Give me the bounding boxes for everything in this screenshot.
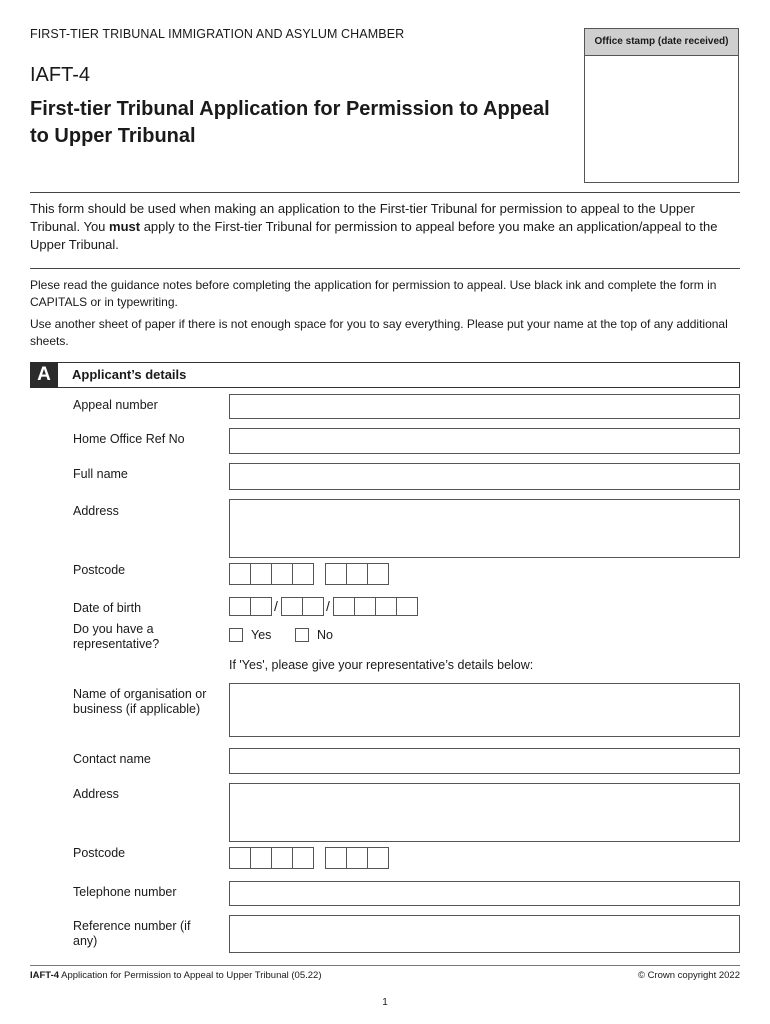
dob-cells[interactable] bbox=[229, 597, 417, 616]
postcode-cell[interactable] bbox=[367, 563, 389, 585]
dob-year-cell[interactable] bbox=[354, 597, 376, 616]
postcode-cell[interactable] bbox=[367, 847, 389, 869]
divider bbox=[30, 192, 740, 193]
reference-label: Reference number (if any) bbox=[73, 919, 191, 948]
representative-yes-checkbox[interactable] bbox=[229, 628, 243, 642]
rep-address-label: Address bbox=[73, 787, 119, 801]
intro-paragraph: This form should be used when making an application to the First-tier Tribunal for permission to appeal to the Upper Tribunal. You must apply to the First-tier Tribunal for permission to appeal before you make an application/appeal to the Upper Tribunal. bbox=[30, 201, 718, 252]
telephone-label: Telephone number bbox=[73, 885, 177, 899]
reference-input[interactable] bbox=[229, 915, 740, 953]
extra-sheet-paragraph: Use another sheet of paper if there is not enough space for you to say everything. Please put your name at the top of any additional sheets. bbox=[30, 317, 728, 348]
appeal-number-input[interactable] bbox=[229, 394, 740, 419]
copyright: © Crown copyright 2022 bbox=[637, 970, 740, 981]
full-name-input[interactable] bbox=[229, 463, 740, 490]
home-office-ref-input[interactable] bbox=[229, 428, 740, 454]
representative-question: Do you have a representative? bbox=[73, 622, 160, 651]
postcode-cell[interactable] bbox=[271, 847, 293, 869]
contact-name-label: Contact name bbox=[73, 752, 151, 766]
footer-form-desc: IAFT-4 Application for Permission to Appeal to Upper Tribunal (05.22) bbox=[30, 970, 322, 981]
section-title: Applicant’s details bbox=[72, 367, 187, 382]
dob-day-cell[interactable] bbox=[250, 597, 272, 616]
dob-day-cell[interactable] bbox=[229, 597, 251, 616]
org-name-input[interactable] bbox=[229, 683, 740, 737]
representative-no-checkbox[interactable] bbox=[295, 628, 309, 642]
divider bbox=[30, 268, 740, 269]
postcode-cell[interactable] bbox=[250, 847, 272, 869]
guidance-paragraph: Plese read the guidance notes before completing the application for permission to appeal. Use black ink and complete the form in CAPITALS or in typewriting. bbox=[30, 278, 717, 309]
page-number: 1 bbox=[382, 997, 388, 1008]
section-letter: A bbox=[30, 362, 58, 388]
date-separator: / bbox=[274, 598, 278, 614]
postcode-cell[interactable] bbox=[292, 847, 314, 869]
postcode-cell[interactable] bbox=[292, 563, 314, 585]
postcode-cell[interactable] bbox=[325, 563, 347, 585]
postcode-cell[interactable] bbox=[325, 847, 347, 869]
org-name-label: Name of organisation or business (if applicable) bbox=[73, 687, 207, 716]
address-label: Address bbox=[73, 504, 119, 518]
postcode-cell[interactable] bbox=[346, 847, 368, 869]
footer-divider bbox=[30, 965, 740, 966]
dob-year-cell[interactable] bbox=[375, 597, 397, 616]
telephone-input[interactable] bbox=[229, 881, 740, 906]
appeal-number-label: Appeal number bbox=[73, 398, 158, 412]
postcode-label: Postcode bbox=[73, 563, 126, 577]
dob-year-cell[interactable] bbox=[396, 597, 418, 616]
form-id: IAFT-4 bbox=[30, 64, 91, 86]
postcode-cells[interactable] bbox=[229, 563, 388, 585]
rep-address-input[interactable] bbox=[229, 783, 740, 842]
postcode-cell[interactable] bbox=[271, 563, 293, 585]
dob-month-cell[interactable] bbox=[302, 597, 324, 616]
if-yes-instruction: If 'Yes', please give your representative’s details below: bbox=[229, 658, 534, 672]
date-separator: / bbox=[326, 598, 330, 614]
office-stamp-label: Office stamp (date received) bbox=[585, 29, 738, 56]
rep-postcode-cells[interactable] bbox=[229, 847, 388, 869]
dob-year-cell[interactable] bbox=[333, 597, 355, 616]
no-label: No bbox=[317, 628, 333, 642]
postcode-cell[interactable] bbox=[229, 847, 251, 869]
office-stamp-box bbox=[584, 28, 739, 183]
address-input[interactable] bbox=[229, 499, 740, 558]
form-title: First-tier Tribunal Application for Permission to Appeal to Upper Tribunal bbox=[30, 98, 550, 147]
full-name-label: Full name bbox=[73, 467, 128, 481]
postcode-cell[interactable] bbox=[346, 563, 368, 585]
dob-month-cell[interactable] bbox=[281, 597, 303, 616]
yes-label: Yes bbox=[251, 628, 272, 642]
tribunal-name: FIRST-TIER TRIBUNAL IMMIGRATION AND ASYLUM CHAMBER bbox=[30, 27, 405, 41]
home-office-ref-label: Home Office Ref No bbox=[73, 432, 185, 446]
postcode-cell[interactable] bbox=[250, 563, 272, 585]
dob-label: Date of birth bbox=[73, 601, 142, 615]
contact-name-input[interactable] bbox=[229, 748, 740, 774]
postcode-cell[interactable] bbox=[229, 563, 251, 585]
rep-postcode-label: Postcode bbox=[73, 846, 126, 860]
